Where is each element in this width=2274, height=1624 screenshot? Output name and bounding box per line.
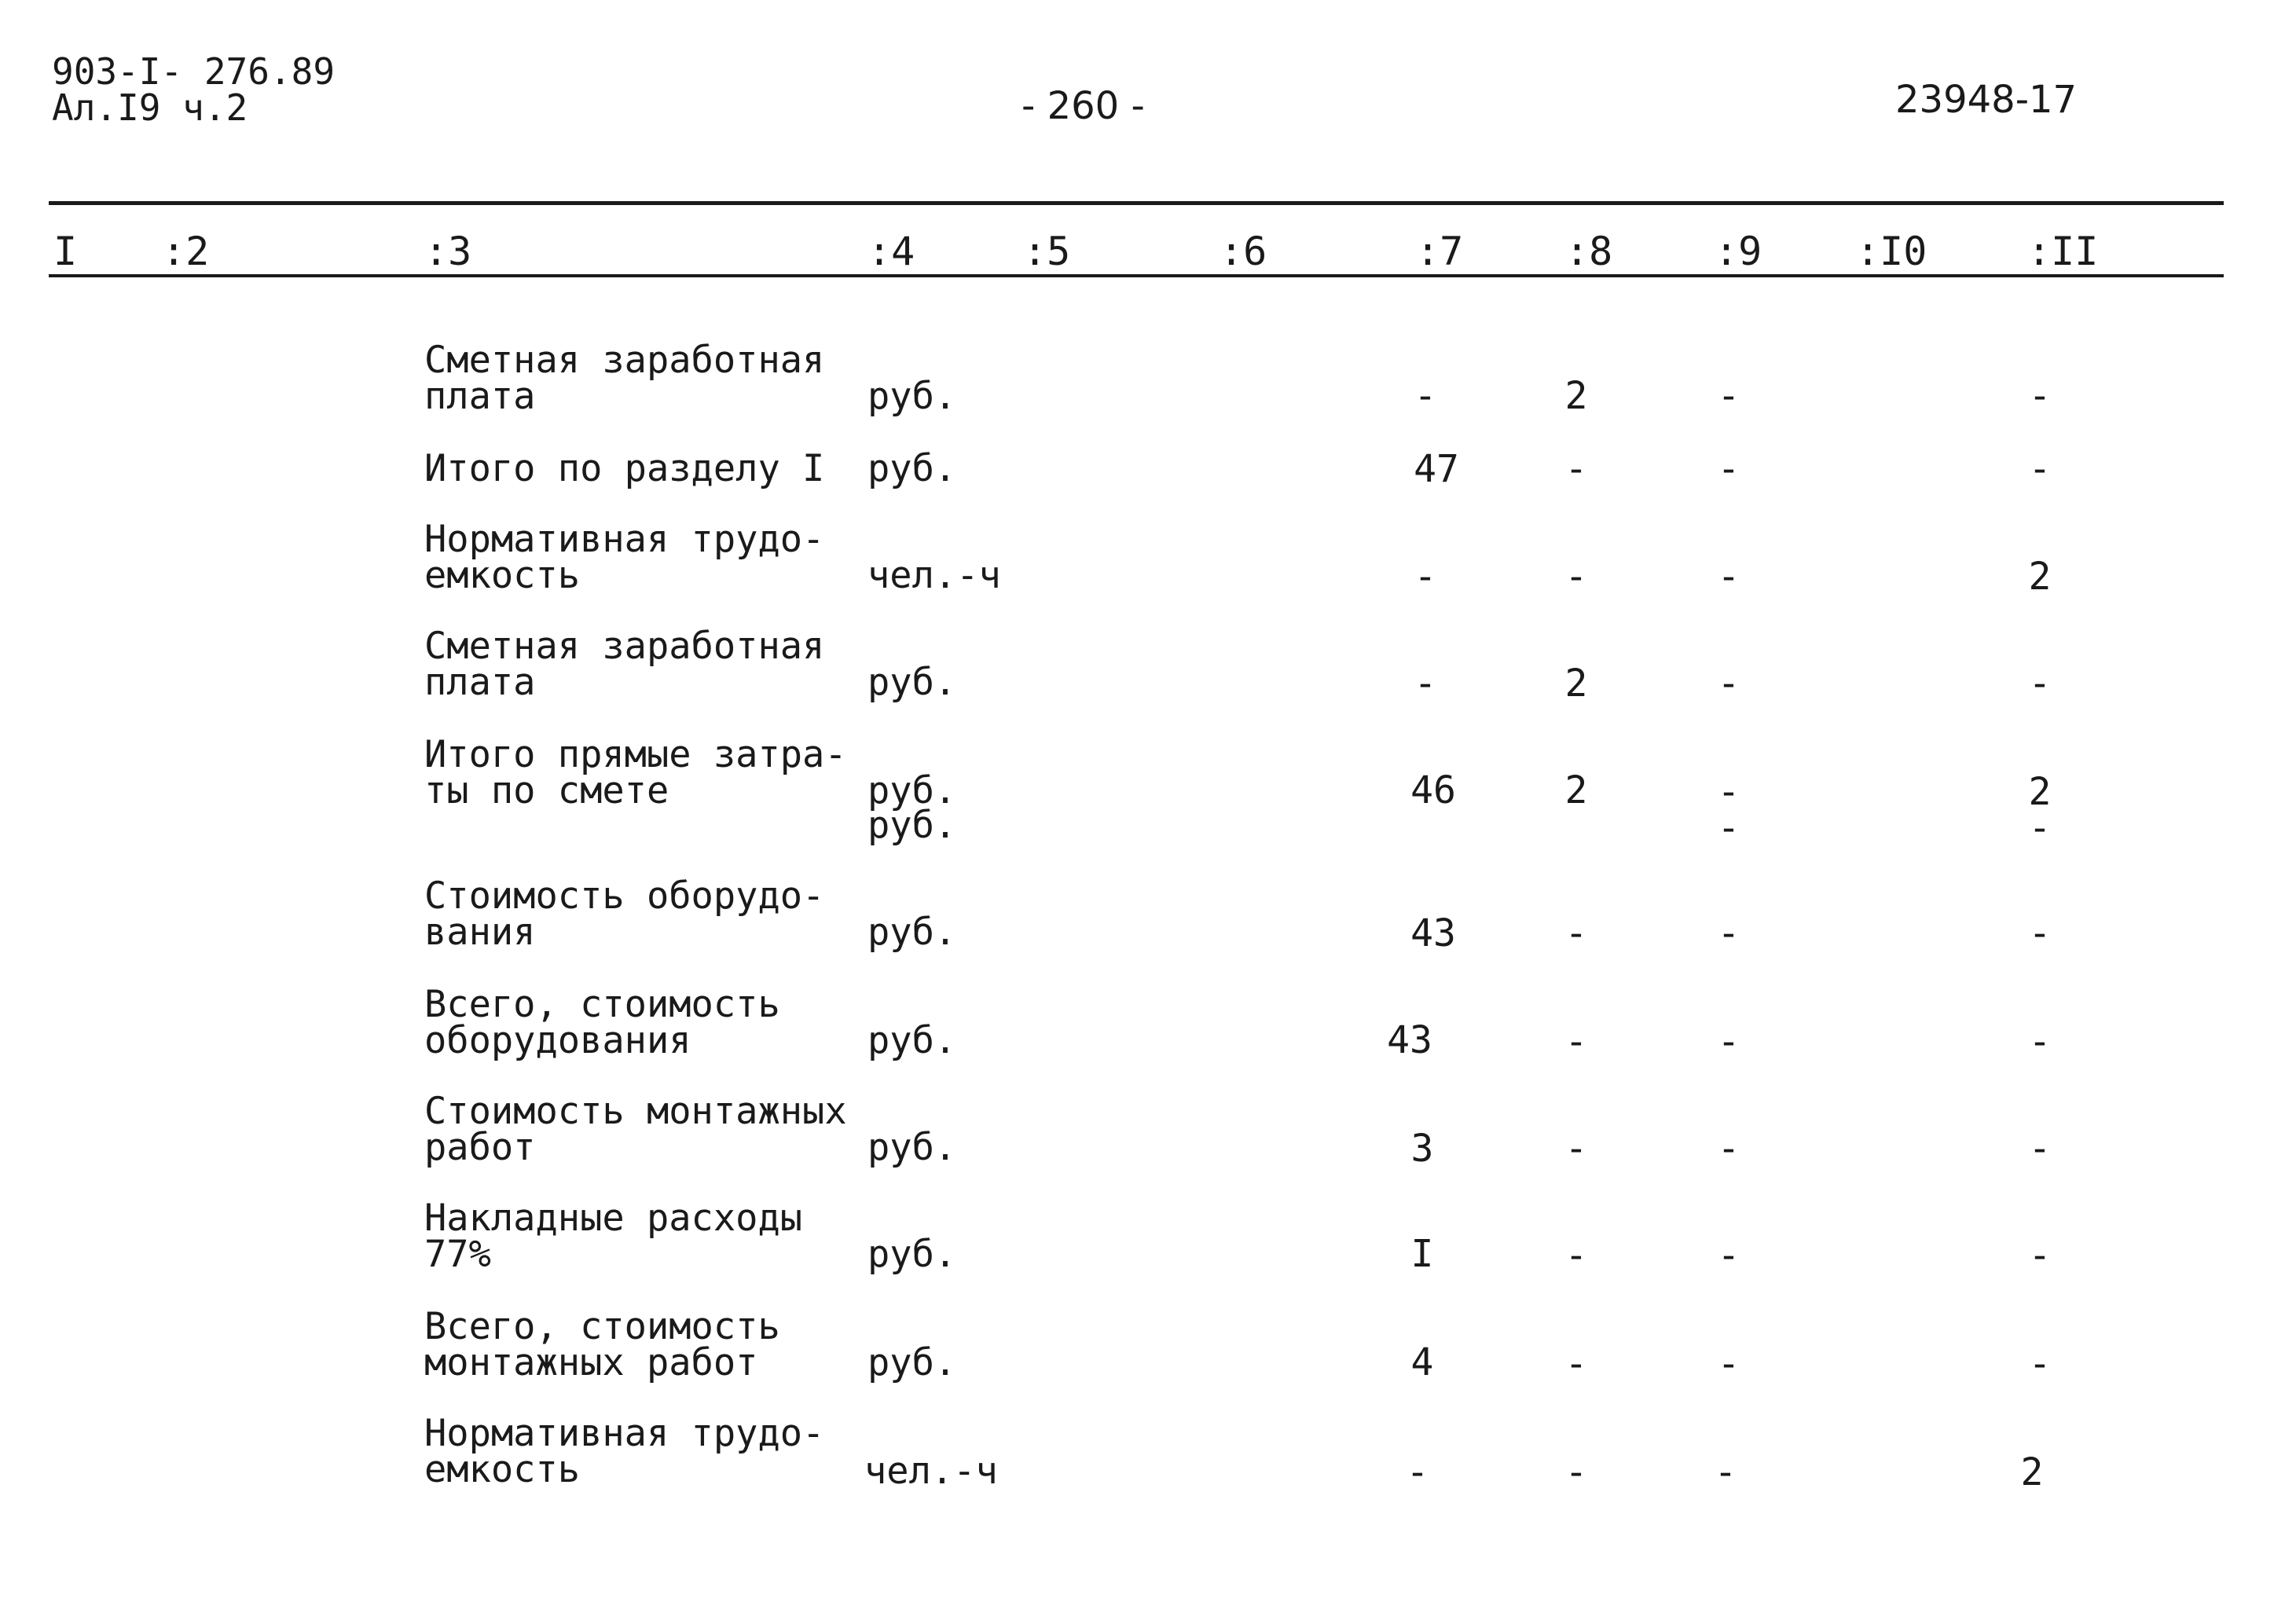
col8-value: 2	[1564, 374, 1588, 418]
document-code: 903-I- 276.89	[52, 50, 336, 93]
col7-value: -	[1406, 1450, 1429, 1494]
row-unit: чел.-ч	[867, 554, 1001, 597]
row-unit: руб.	[867, 911, 957, 954]
row-description: Сметная заработная плата	[424, 625, 825, 704]
col9-value: -	[1717, 662, 1740, 706]
col11-value: -	[2028, 1234, 2052, 1278]
col9-value: -	[1717, 447, 1740, 491]
row-description: Нормативная трудо- емкость	[424, 1412, 825, 1491]
row-unit: руб.	[867, 375, 957, 418]
col9-value: -	[1717, 1020, 1740, 1064]
col7-value: 3	[1410, 1127, 1434, 1171]
column-number: :4	[867, 229, 915, 274]
col8-value: -	[1564, 555, 1588, 599]
row-unit: чел.-ч	[864, 1450, 998, 1493]
page-number: - 260 -	[1021, 84, 1145, 128]
col11-value: 2	[2028, 555, 2052, 599]
col9-value: -	[1717, 806, 1740, 850]
column-number: I	[53, 229, 78, 274]
col11-value: -	[2028, 374, 2052, 418]
col8-value: 2	[1564, 768, 1588, 812]
row-unit: руб.	[867, 804, 957, 847]
col7-value: -	[1414, 662, 1437, 706]
column-number: :2	[162, 229, 210, 274]
table-top-rule	[49, 201, 2224, 205]
column-number: :8	[1565, 229, 1613, 274]
col11-value: 2	[2028, 770, 2052, 814]
row-description: Итого по разделу I	[424, 447, 825, 490]
row-description: Итого прямые затра- ты по смете	[424, 733, 847, 812]
row-description: Стоимость оборудо- вания	[424, 874, 825, 954]
column-number: :6	[1220, 229, 1267, 274]
col8-value: -	[1564, 1342, 1588, 1386]
col7-value: 43	[1410, 911, 1456, 955]
col8-value: 2	[1564, 662, 1588, 706]
registration-number: 23948-17	[1895, 78, 2078, 122]
col11-value: -	[2028, 1127, 2052, 1171]
col8-value: -	[1564, 1127, 1588, 1171]
column-number: :9	[1715, 229, 1762, 274]
col9-value: -	[1717, 1342, 1740, 1386]
album-reference: Ал.I9 ч.2	[52, 86, 248, 129]
col8-value: -	[1564, 1450, 1588, 1494]
col11-value: -	[2028, 806, 2052, 850]
col11-value: -	[2028, 1342, 2052, 1386]
row-description: Накладные расходы 77%	[424, 1197, 803, 1276]
row-description: Нормативная трудо- емкость	[424, 518, 825, 597]
row-unit: руб.	[867, 447, 957, 490]
col7-value: -	[1414, 555, 1437, 599]
row-unit: руб.	[867, 769, 957, 812]
col11-value: -	[2028, 911, 2052, 955]
col9-value: -	[1717, 1127, 1740, 1171]
col9-value: -	[1717, 555, 1740, 599]
col9-value: -	[1717, 770, 1740, 814]
col11-value: -	[2028, 447, 2052, 491]
col7-value: I	[1410, 1232, 1434, 1276]
col8-value: -	[1564, 1234, 1588, 1278]
column-number: :5	[1023, 229, 1071, 274]
col9-value: -	[1717, 1234, 1740, 1278]
row-description: Всего, стоимость оборудования	[424, 983, 780, 1062]
col7-value: -	[1414, 374, 1437, 418]
row-unit: руб.	[867, 1126, 957, 1169]
col9-value: -	[1717, 374, 1740, 418]
col8-value: -	[1564, 911, 1588, 955]
row-description: Всего, стоимость монтажных работ	[424, 1305, 780, 1384]
row-unit: руб.	[867, 1341, 957, 1384]
row-unit: руб.	[867, 661, 957, 704]
column-number: :II	[2027, 229, 2099, 274]
col11-value: 2	[2020, 1450, 2044, 1494]
col11-value: -	[2028, 662, 2052, 706]
col9-value: -	[1714, 1450, 1737, 1494]
row-description: Стоимость монтажных работ	[424, 1090, 847, 1169]
column-number: :7	[1416, 229, 1464, 274]
col8-value: -	[1564, 447, 1588, 491]
column-number: :3	[424, 229, 472, 274]
col7-value: 47	[1414, 447, 1459, 491]
col9-value: -	[1717, 911, 1740, 955]
col11-value: -	[2028, 1020, 2052, 1064]
col7-value: 46	[1410, 768, 1456, 812]
table-header-rule	[49, 274, 2224, 277]
row-unit: руб.	[867, 1019, 957, 1062]
col7-value: 43	[1387, 1018, 1432, 1062]
row-description: Сметная заработная плата	[424, 339, 825, 418]
column-number: :I0	[1856, 229, 1927, 274]
row-unit: руб.	[867, 1233, 957, 1276]
col7-value: 4	[1410, 1340, 1434, 1384]
col8-value: -	[1564, 1020, 1588, 1064]
